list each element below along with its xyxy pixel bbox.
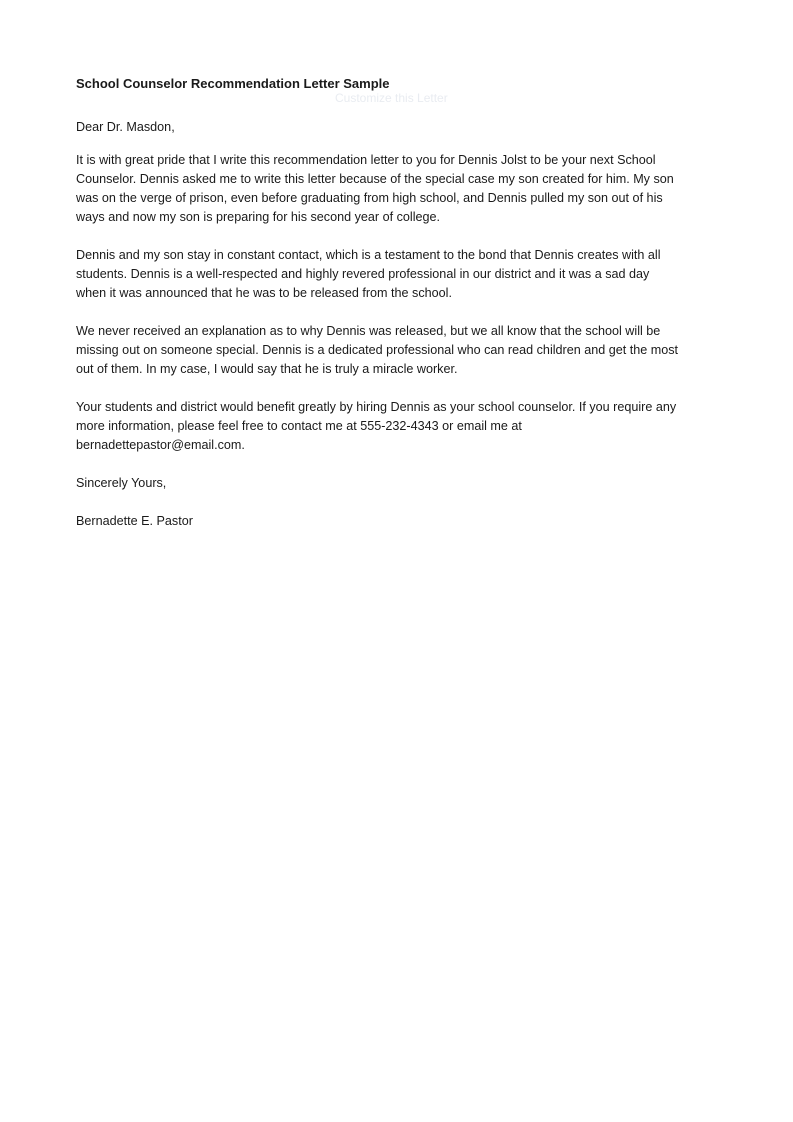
paragraph-line: We never received an explanation as to why Dennis was released, but we all know that the school will be [76,324,661,338]
paragraph-4 [76,398,716,455]
closing: Sincerely Yours, [76,476,167,490]
paragraph-line: ways and now my son is preparing for his second year of college. [76,210,441,224]
paragraph-line: when it was announced that he was to be released from the school. [76,286,452,300]
paragraph-2 [76,246,716,303]
paragraph-line: missing out on someone special. Dennis is a dedicated professional who can read children and get the most [76,343,679,357]
paragraph-line: more information, please feel free to contact me at 555-232-4343 or email me at [76,419,522,433]
paragraph-1 [76,151,716,227]
paragraph-line: students. Dennis is a well-respected and highly revered professional in our district and it was a sad day [76,267,650,281]
paragraph-3 [76,322,716,379]
paragraph-line: It is with great pride that I write this recommendation letter to you for Dennis Jolst to be your next School [76,153,656,167]
salutation: Dear Dr. Masdon, [76,120,175,134]
paragraph-line: Dennis and my son stay in constant contact, which is a testament to the bond that Dennis creates with all [76,248,661,262]
paragraph-line: Your students and district would benefit greatly by hiring Dennis as your school counselor. If you require any [76,400,677,414]
watermark-text: Customize this Letter [335,91,448,105]
signature-name: Bernadette E. Pastor [76,514,193,528]
email-line: bernadettepastor@email.com. [76,438,245,452]
letter-body [76,74,716,531]
paragraph-line: was on the verge of prison, even before graduating from high school, and Dennis pulled my son out of his [76,191,663,205]
paragraph-line: out of them. In my case, I would say that he is truly a miracle worker. [76,362,458,376]
document-title: School Counselor Recommendation Letter Sample [76,76,390,91]
paragraph-line: Counselor. Dennis asked me to write this letter because of the special case my son created for him. My son [76,172,674,186]
